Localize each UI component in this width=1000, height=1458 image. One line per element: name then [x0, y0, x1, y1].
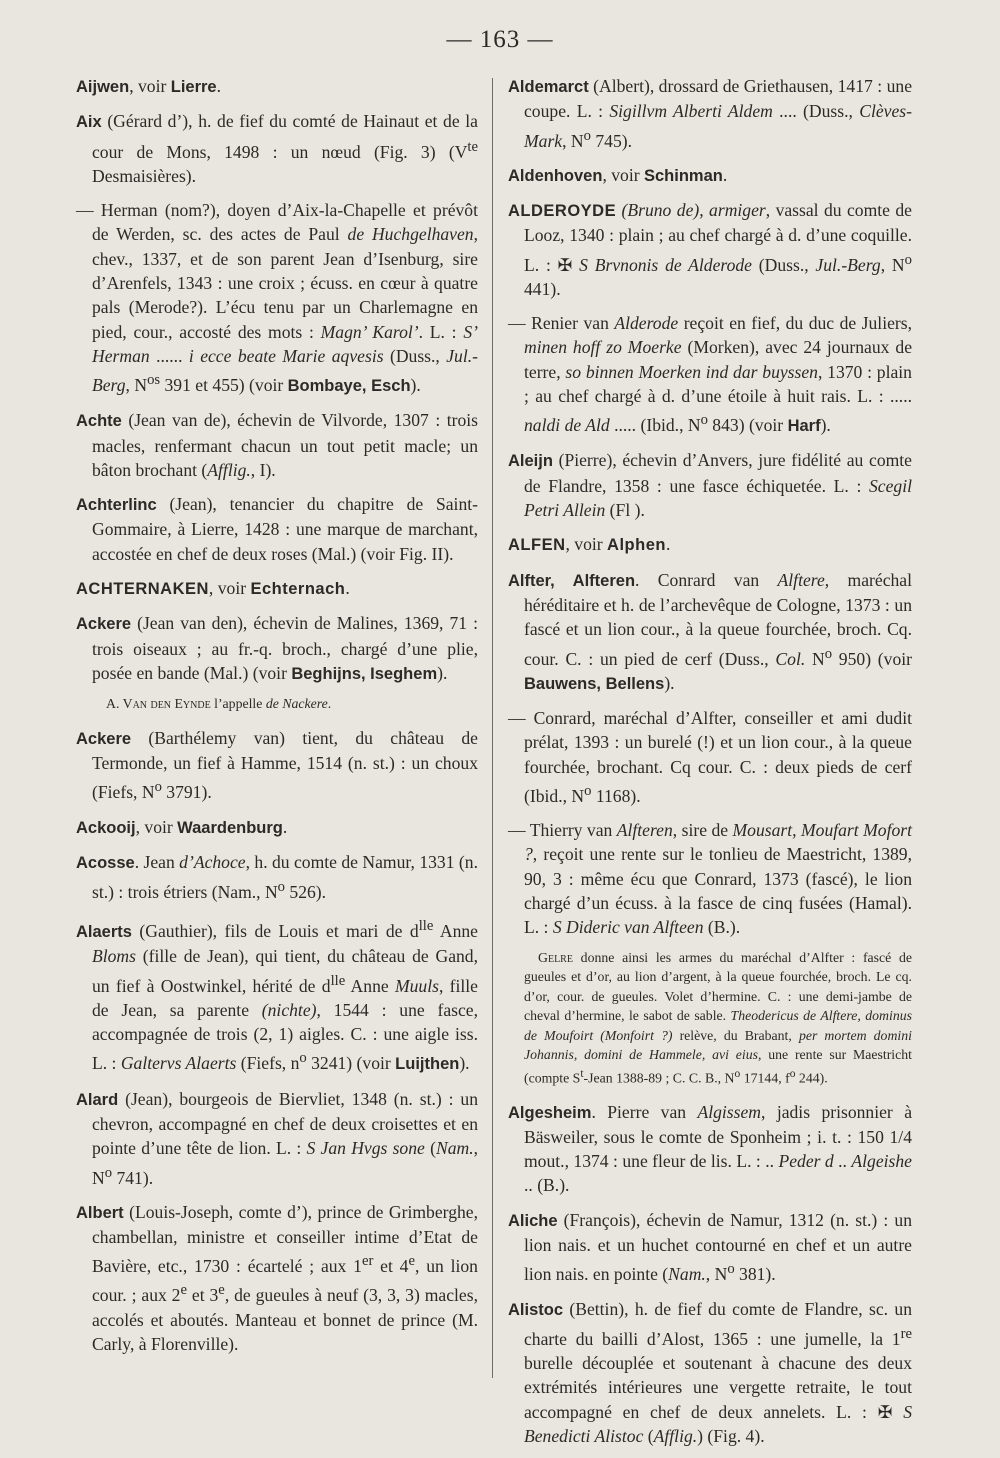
entry-alard: Alard (Jean), bourgeois de Biervliet, 1348 (n. st.) : un chevron, accompagné en chef de deux croisettes et en pointe d’une tête de lion. L. : S Jan Hvgs sone (Nam., $N^o$ 741).	[76, 1088, 478, 1188]
entry-alistoc: Alistoc (Bettin), h. de fief du comte de Flandre, sc. un charte du bailli d’Alost, 1365 : une jumelle, la 1re burelle découplée et soutenant à chacune des deux extrémités intérieures une vergette retraite, le tout accompagné en chef de deux annelets. L. : ✠ S Benedicti Alistoc (Afflig.) (Fig. 4).	[508, 1298, 912, 1446]
entry-ackere-barthelemy: Ackere (Barthélemy van) tient, du château de Termonde, un fief à Hamme, 1514 (n. st.) : un choux (Fiefs, $N^o$ 3791).	[76, 727, 478, 803]
entry-alfter-thierry: — Thierry van Alfteren, sire de Mousart, Moufart Mofort ?, reçoit une rente sur le tonlieu de Maestricht, 1389, 90, 3 : même écu que Conrard, 1373 (fascé), le lion chargé d’un écuss. à la fasce de cinq fusées (Hamal). L. : S Dideric van Alfteen (B.).	[508, 820, 912, 938]
entry-aix-herman: — Herman (nom?), doyen d’Aix-la-Chapelle et prévôt de Werden, sc. des actes de Paul de Huchgelhaven, chev., 1337, et de son parent Jean d’Isenburg, sire d’Arenfels, 1343 : une croix ; écuss. en cœur à quatre pals (Merode?). L’écu tenu par un Charlemagne en pied, cour., accosté des mots : Magn’ Karol’. L. : S’ Herman ...... i ecce beate Marie aqvesis (Duss., Jul.-Berg, $N^{os}$ 391 et 455) (voir Bombaye, Esch).	[76, 200, 479, 395]
entry-aliche: Aliche (François), échevin de Namur, 1312 (n. st.) : un lion nais. et un huchet contourné en chef et un autre lion nais. en pointe (Nam., $N^o$ 381).	[508, 1209, 912, 1285]
entry-acosse: Acosse. Jean d’Achoce, h. du comte de Namur, 1331 (n. st.) : trois étriers (Nam., $N^o$ 526).	[76, 851, 478, 902]
entry-achte: Achte (Jean van de), échevin de Vilvorde, 1307 : trois macles, renfermant chacun un tout petit macle; un bâton brochant (Afflig., I).	[76, 410, 478, 480]
entry-albert: Albert (Louis-Joseph, comte d’), prince de Grimberghe, chambellan, ministre et conseiller intime d’Etat de Bavière, etc., 1730 : écartelé ; aux 1er et 4e, un lion cour. ; aux 2e et 3e, de gueules à neuf (3, 3, 3) macles, accolés et aboutés. Manteau et bonnet de prince (M. Carly, à Florenville).	[76, 1201, 478, 1354]
entry-achternaken: ACHTERNAKEN, voir Echternach.	[76, 578, 350, 599]
entry-aldenhoven: Aldenhoven, voir Schinman.	[508, 164, 728, 185]
entry-ackere-jean: Ackere (Jean van den), échevin de Malines, 1369, 71 : trois oiseaux ; au fr.-q. broch., chargé d’une plie, posée en bande (Mal.) (voir Beghijns, Iseghem).	[76, 613, 478, 683]
entry-aleijn: Aleijn (Pierre), échevin d’Anvers, jure fidélité au comte de Flandre, 1358 : une fasce échiquetée. L. : Scegil Petri Allein (Fl ).	[508, 450, 912, 521]
entry-alfen: ALFEN, voir Alphen.	[508, 534, 671, 555]
column-divider	[492, 78, 493, 1378]
entry-alfter-conrard: — Conrard, maréchal d’Alfter, conseiller et ami dudit prélat, 1393 : un burelé (!) et un lion cour., à la queue fourchée, brochant. Cq cour. C. : deux pieds de cerf (Ibid., $N^o$ 1168).	[508, 707, 912, 806]
entry-note-alfter-note: Gelre donne ainsi les armes du maréchal d’Alfter : fascé de gueules et d’or, au lion d’argent, à la queue fourchée, broch. Le cq. d’or, cour. de gueules. Volet d’hermine. C. : une demi-jambe de cheval d’hermine, le sabot de sable. Theodericus de Alftere, dominus de Moufoirt (Monfoirt ?) relève, du Brabant, per mortem domini Johannis, domini de Hammele, avi eius, une rente sur Maestricht (compte $S^t$-Jean 1388-89 ; C. C. B., $N^o$ 17144, $f^o$ 244).	[524, 949, 912, 1086]
right-column	[508, 74, 912, 1458]
entry-alderoyde-renier: — Renier van Alderode reçoit en fief, du duc de Juliers, minen hoff zo Moerke (Morken), avec 24 journaux de terre, so binnen Moerken ind dar buyssen, 1370 : plain ; au chef chargé à d. d’une étoile à huit rais. L. : ..... naldi de Ald ..... (Ibid., $N^o$ 843) (voir Harf).	[508, 313, 912, 436]
entry-alderoyde: ALDEROYDE (Bruno de), armiger, vassal du comte de Looz, 1340 : plain ; au chef chargé à d. d’une coquille. L. : ✠ S Brvnonis de Alderode (Duss., Jul.-Berg, $N^o$ 441).	[508, 200, 912, 299]
entry-ackooij: Ackooij, voir Waardenburg.	[76, 816, 288, 837]
left-column	[76, 74, 478, 1366]
entry-achterlinc: Achterlinc (Jean), tenancier du chapitre de Saint-Gommaire, à Lierre, 1428 : une marque de marchant, accostée en chef de deux roses (Mal.) (voir Fig. II).	[76, 494, 478, 564]
entry-alfter: Alfter, Alfteren. Conrard van Alftere, maréchal héréditaire et h. de l’archevêque de Cologne, 1373 : un fascé et un lion cour., à la queue fourchée, broch. Cq. cour. C. : un pied de cerf (Duss., Col. $N^o$ 950) (voir Bauwens, Bellens).	[508, 569, 913, 693]
entry-aix: Aix (Gérard d’), h. de fief du comté de Hainaut et de la cour de Mons, 1498 : un nœud (Fig. 3) ($V^{te}$ Desmaisières).	[76, 111, 478, 186]
entry-algesheim: Algesheim. Pierre van Algissem, jadis prisonnier à Bäsweiler, sous le comte de Sponheim ; i. t. : 150 1/4 mout., 1374 : une fleur de lis. L. : .. Peder d .. Algeishe .. (B.).	[508, 1101, 912, 1196]
entry-alaerts: Alaerts (Gauthier), fils de Louis et mari de $d^{lle}$ Anne Bloms (fille de Jean), qui tient, du château de Gand, un fief à Oostwinkel, hérité de $d^{lle}$ Anne Muuls, fille de Jean, sa parente (nichte), 1544 : une fasce, accompagnée de trois (2, 1) aigles. C. : une aigle iss. L. : Galtervs Alaerts (Fiefs, $n^o$ 3241) (voir Luijthen).	[76, 918, 478, 1074]
entry-aldemarct: Aldemarct (Albert), drossard de Griethausen, 1417 : une coupe. L. : Sigillvm Alberti Aldem .... (Duss., Clèves-Mark, $N^o$ 745).	[508, 76, 912, 151]
entry-aijwen: Aijwen, voir Lierre.	[76, 76, 221, 96]
page-number: — 163 —	[446, 26, 554, 53]
entry-note-ackere-note: A. Van den Eynde l’appelle de Nackere.	[106, 696, 332, 712]
